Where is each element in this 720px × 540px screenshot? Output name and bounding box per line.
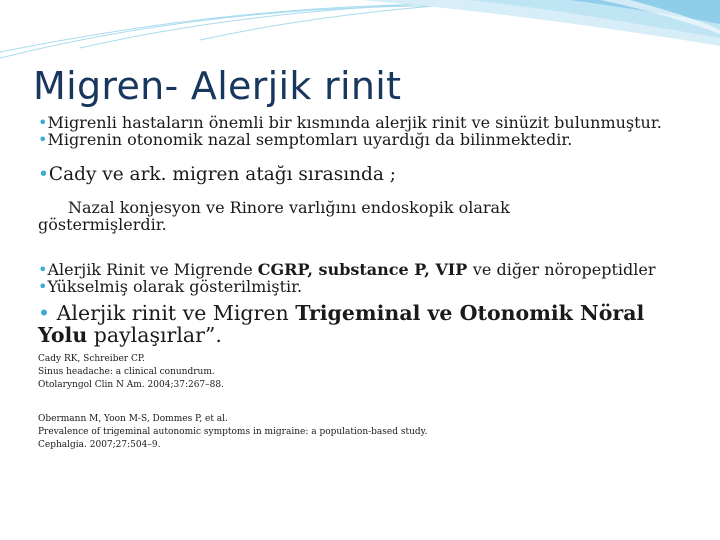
- paragraph-endoscopic-findings: [38, 199, 678, 233]
- paragraph-text: paylaşırlar”.: [87, 323, 222, 347]
- reference-line: Otolaryngol Clin N Am. 2004;37:267–88.: [38, 380, 224, 390]
- slide-title: Migren- Alerjik rinit: [33, 64, 402, 108]
- paragraph-text: Migrenli hastaların önemli bir kısmında alerjik rinit ve sinüzit bulunmuştur.: [47, 113, 662, 132]
- paragraph-text: ve diğer nöropeptidler: [472, 260, 656, 279]
- paragraph-text-first-line: Nazal konjesyon ve Rinore varlığını endoskopik olarak: [68, 198, 510, 217]
- paragraph-text-rest: göstermişlerdir.: [38, 215, 167, 234]
- paragraph-text: Alerjik rinit ve Migren: [56, 301, 296, 325]
- paragraph-text: Migrenin otonomik nazal semptomları uyardığı da bilinmektedir.: [47, 130, 573, 149]
- slide-body: [38, 114, 678, 452]
- paragraph-nasal-symptoms: [38, 131, 678, 148]
- paragraph-allergic-rhinitis-prevalence: [38, 114, 678, 131]
- reference-line: Sinus headache: a clinical conundrum.: [38, 367, 215, 377]
- paragraph-text: Cady ve ark. migren atağı sırasında ;: [48, 164, 397, 185]
- reference-block-1: [38, 353, 678, 392]
- paragraph-cady-study: [38, 164, 678, 185]
- paragraph-elevated: [38, 278, 678, 295]
- paragraph-text: Alerjik Rinit ve Migrende: [47, 260, 258, 279]
- reference-line: Obermann M, Yoon M-S, Dommes P, et al.: [38, 414, 228, 424]
- bullet-icon: •: [38, 260, 48, 279]
- bullet-icon: •: [38, 301, 51, 325]
- reference-line: Prevalence of trigeminal autonomic symptoms in migraine: a population-based study.: [38, 427, 428, 437]
- pathway-name: Trigeminal ve Otonomik Nöral Yolu: [38, 301, 645, 347]
- reference-line: Cephalgia. 2007;27:504–9.: [38, 440, 161, 450]
- paragraph-text: Yükselmiş olarak gösterilmiştir.: [47, 277, 303, 296]
- bullet-icon: •: [38, 130, 48, 149]
- neuropeptide-list: CGRP, substance P, VIP: [257, 260, 473, 279]
- bullet-icon: •: [38, 277, 48, 296]
- bullet-icon: •: [38, 164, 49, 185]
- reference-line: Cady RK, Schreiber CP.: [38, 354, 145, 364]
- bullet-icon: •: [38, 113, 48, 132]
- reference-block-2: [38, 413, 678, 452]
- paragraph-shared-pathway: [38, 302, 678, 346]
- paragraph-neuropeptides: [38, 261, 678, 278]
